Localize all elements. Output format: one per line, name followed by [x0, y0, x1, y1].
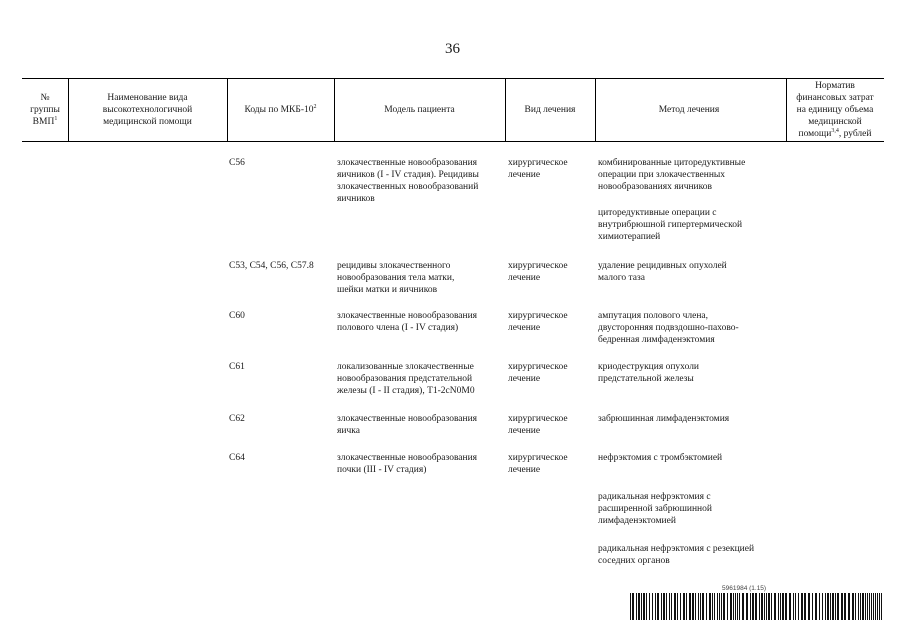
- treatment-method: ампутация полового члена, двусторонняя подвздошно-пахово- бедренная лимфаденэктомия: [598, 311, 739, 345]
- header-icd-codes: Коды по МКБ-$10^2$: [244, 103, 317, 115]
- patient-model: злокачественные новообразования яичка: [337, 414, 478, 436]
- treatment-type: хирургическое лечение: [508, 453, 568, 475]
- treatment-type: хирургическое лечение: [508, 261, 568, 283]
- patient-model: злокачественные новообразования почки (III - IV стадия): [337, 453, 478, 475]
- patient-model: локализованные злокачественные новообразования предстательной железы (I - II стадия), T1-2cN0M0: [337, 362, 475, 396]
- table-header-bottom-rule: [22, 141, 884, 142]
- header-patient-model: Модель пациента: [384, 104, 455, 115]
- treatment-type: хирургическое лечение: [508, 414, 568, 436]
- header-financial-standard: Норматив финансовых затрат на единицу объема медицинской помощи$^{3,4}$, рублей: [796, 80, 874, 139]
- treatment-method: криодеструкция опухоли предстательной железы: [598, 362, 700, 384]
- icd-code: C62: [229, 414, 245, 424]
- barcode-icon: [630, 593, 884, 620]
- page-number: 36: [445, 41, 460, 57]
- icd-code: C60: [229, 311, 245, 321]
- treatment-type: хирургическое лечение: [508, 311, 568, 333]
- icd-code: C64: [229, 453, 245, 463]
- patient-model: рецидивы злокачественного новообразования тела матки, шейки матки и яичников: [337, 261, 455, 295]
- patient-model: злокачественные новообразования яичников (I - IV стадия). Рецидивы злокачественных новообразований яичников: [337, 158, 479, 204]
- treatment-method: нефрэктомия с тромбэктомией: [598, 453, 723, 463]
- patient-model: злокачественные новообразования полового члена (I - IV стадия): [337, 311, 478, 333]
- header-treatment-method: Метод лечения: [658, 104, 720, 115]
- treatment-method: радикальная нефрэктомия с расширенной забрюшинной лимфаденэктомией: [598, 492, 712, 526]
- treatment-method: комбинированные циторедуктивные операции при злокачественных новообразованиях яичников: [598, 158, 746, 192]
- barcode-caption: 5961984 (1.15): [722, 585, 767, 592]
- header-vmp-type: Наименование вида высокотехнологичной медицинской помощи: [102, 92, 193, 127]
- treatment-type: хирургическое лечение: [508, 158, 568, 180]
- treatment-method: удаление рецидивных опухолей малого таза: [598, 261, 727, 283]
- treatment-method: радикальная нефрэктомия с резекцией соседних органов: [598, 544, 755, 566]
- treatment-method: забрюшинная лимфаденэктомия: [598, 414, 730, 424]
- icd-code: C61: [229, 362, 245, 372]
- header-treatment-type: Вид лечения: [524, 104, 576, 115]
- header-group-number: № группы ВМП$^1$: [30, 92, 60, 127]
- icd-code: C53, C54, C56, C57.8: [229, 261, 314, 271]
- treatment-method: циторедуктивные операции с внутрибрюшной гипертермической химиотерапией: [598, 208, 743, 242]
- icd-code: C56: [229, 158, 245, 168]
- treatment-type: хирургическое лечение: [508, 362, 568, 384]
